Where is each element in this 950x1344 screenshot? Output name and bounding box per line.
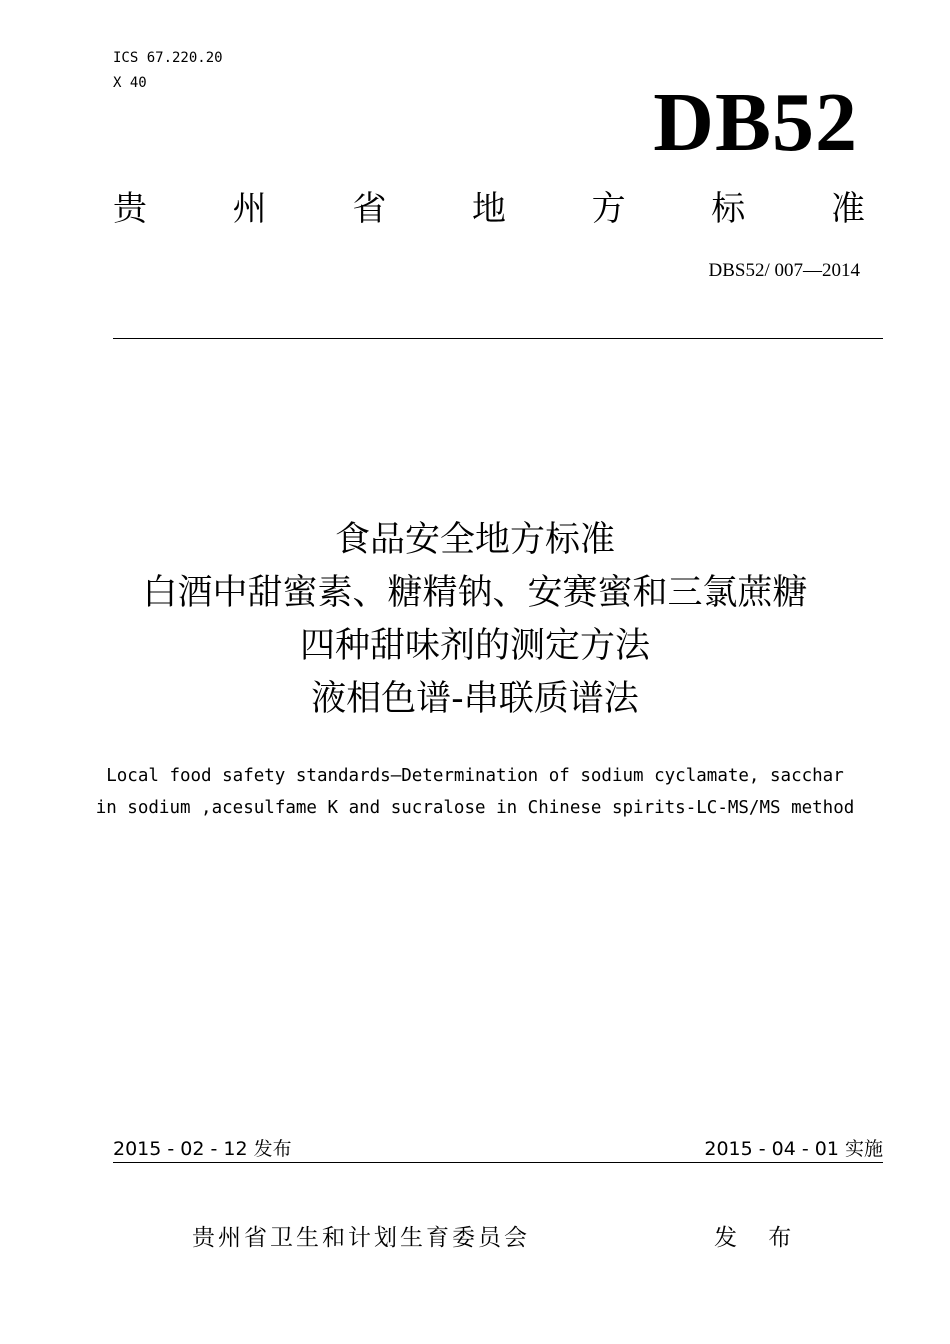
chinese-title-line: 白酒中甜蜜素、糖精钠、安赛蜜和三氯蔗糖: [142, 573, 808, 613]
standard-type-char: 省: [352, 189, 387, 229]
issue-label: 发 布: [714, 1225, 804, 1251]
standard-type-title: [113, 188, 865, 230]
issuing-authority: 贵州省卫生和计划生育委员会: [192, 1225, 530, 1251]
chinese-title-line: 液相色谱-串联质谱法: [311, 679, 639, 719]
standard-type-char: 方: [591, 189, 626, 229]
ics-code: ICS 67.220.20: [113, 50, 223, 66]
english-title: [60, 760, 890, 824]
standard-type-char: 贵: [113, 189, 147, 229]
chinese-title-line: 四种甜味剂的测定方法: [299, 626, 650, 666]
english-title-line: in sodium ,acesulfame K and sucralose in Chinese spirits-LC-MS/MS method: [95, 798, 855, 818]
classification-code: X 40: [113, 75, 147, 91]
implement-date: 2015 - 04 - 01 实施: [704, 1138, 883, 1160]
footer-divider: [113, 1162, 883, 1163]
standard-type-char: 地: [471, 189, 506, 229]
standard-code-logo: DB52: [653, 76, 858, 169]
chinese-title-line: 食品安全地方标准: [334, 520, 615, 560]
english-title-line: Local food safety standards—Determination of sodium cyclamate, sacchar: [106, 766, 844, 786]
standard-type-char: 标: [711, 189, 746, 229]
standard-type-char: 准: [830, 189, 865, 229]
publish-date: 2015 - 02 - 12 发布: [113, 1138, 292, 1160]
header-divider: [113, 338, 883, 339]
standard-type-char: 州: [232, 189, 267, 229]
chinese-title: [0, 514, 950, 726]
standard-number: DBS52/ 007—2014: [708, 260, 860, 281]
